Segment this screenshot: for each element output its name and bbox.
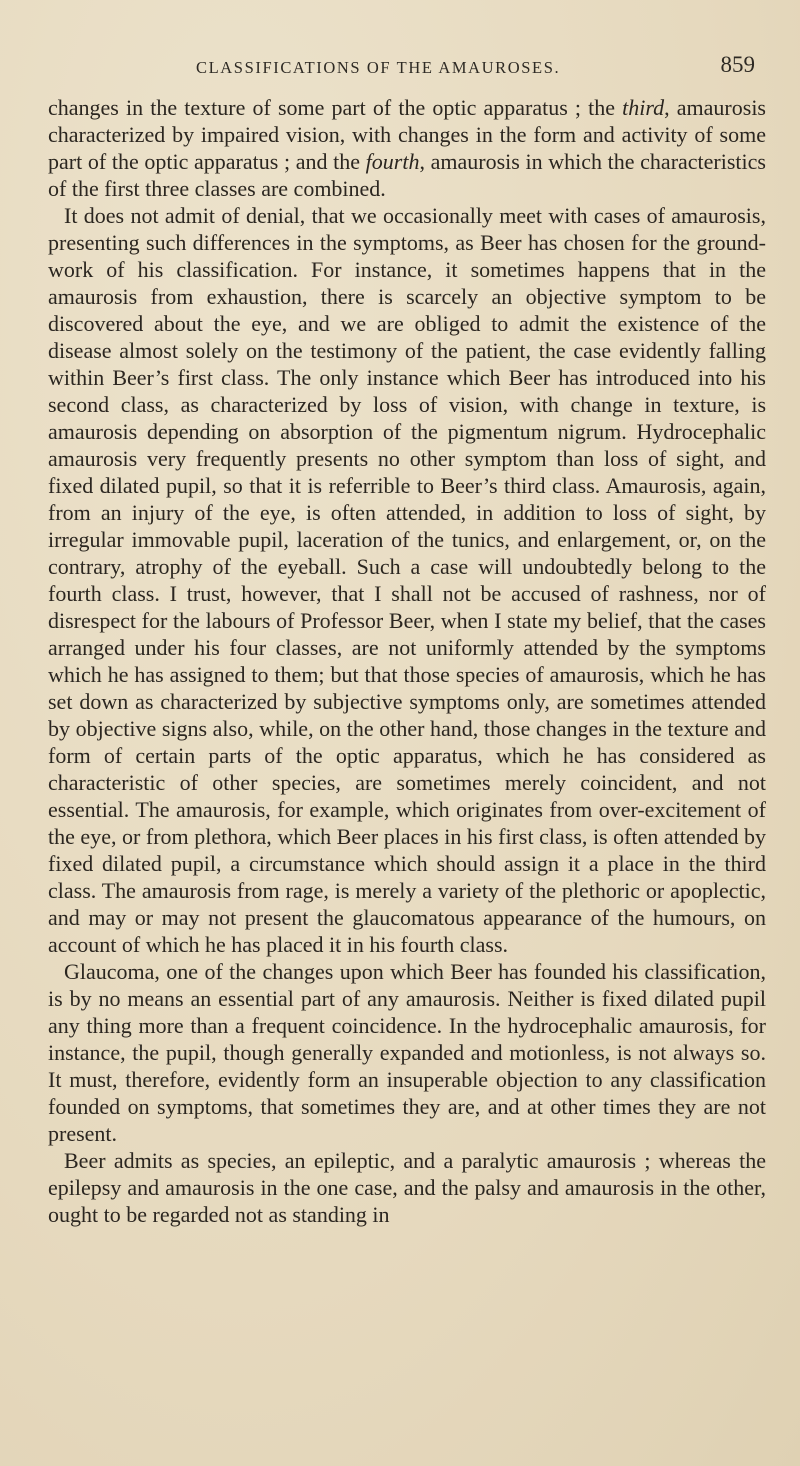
text-segment: changes in the texture of some part of the optic apparatus ; the: [48, 95, 623, 120]
paragraph: [48, 202, 766, 958]
running-title: CLASSIFICATIONS OF THE AMAUROSES.: [196, 58, 561, 77]
text-segment: , amaurosis characterized by impaired vision, with changes in the form and activity of some part of the optic apparatus ; and the: [48, 95, 766, 174]
text-segment: , amaurosis in which the characteristics of the first three classes are combined.: [48, 149, 766, 201]
running-header: [0, 48, 800, 78]
text-segment: It does not admit of denial, that we occasionally meet with cases of amaurosis, presenting such differences in the symptoms, as Beer has chosen for the ground-work of his classification. For instance, it sometimes happens that in the amaurosis from exhaustion, there is scarcely an objective symptom to be discovered about the eye, and we are obliged to admit the existence of the disease almost solely on the testimony of the patient, the case evidently falling within Beer’s first class. The only instance which Beer has introduced into his second class, as characterized by loss of vision, with change in texture, is amaurosis depending on absorption of the pigmentum nigrum. Hydrocephalic amaurosis very frequently presents no other symptom than loss of sight, and fixed dilated pupil, so that it is referrible to Beer’s third class. Amaurosis, again, from an injury of the eye, is often attended, in addition to loss of sight, by irregular immovable pupil, laceration of the tunics, and enlargement, or, on the contrary, atrophy of the eyeball. Such a case will undoubtedly belong to the fourth class. I trust, however, that I shall not be accused of rashness, nor of disrespect for the labours of Professor Beer, when I state my belief, that the cases arranged under his four classes, are not uniformly attended by the symptoms which he has assigned to them; but that those species of amaurosis, which he has set down as characterized by subjective symptoms only, are sometimes attended by objective signs also, while, on the other hand, those changes in the texture and form of certain parts of the optic apparatus, which he has considered as characteristic of other species, are sometimes merely coincident, and not essential. The amaurosis, for example, which originates from over-excitement of the eye, or from plethora, which Beer places in his first class, is often attended by fixed dilated pupil, a circumstance which should assign it a place in the third class. The amaurosis from rage, is merely a variety of the plethoric or apoplectic, and may or may not present the glaucomatous appearance of the humours, on account of which he has placed it in his fourth class.: [48, 203, 766, 957]
page-number: 859: [720, 52, 755, 77]
paragraph: [48, 94, 766, 202]
emphasis-fourth: fourth: [365, 149, 420, 174]
emphasis-third: third: [622, 95, 665, 120]
text-segment: Glaucoma, one of the changes upon which Beer has founded his classification, is by no means an essential part of any amaurosis. Neither is fixed dilated pupil any thing more than a frequent coincidence. In the hydrocephalic amaurosis, for instance, the pupil, though generally expanded and motionless, is not always so. It must, therefore, evidently form an insuperable objection to any classification founded on symptoms, that sometimes they are, and at other times they are not present.: [48, 959, 766, 1146]
paragraph: [48, 1147, 766, 1228]
paragraph: [48, 958, 766, 1147]
text-segment: Beer admits as species, an epileptic, and a paralytic amaurosis ; whereas the epilepsy and amaurosis in the one case, and the palsy and amaurosis in the other, ought to be regarded not as standing in: [48, 1148, 766, 1227]
body-text: [48, 94, 766, 1228]
